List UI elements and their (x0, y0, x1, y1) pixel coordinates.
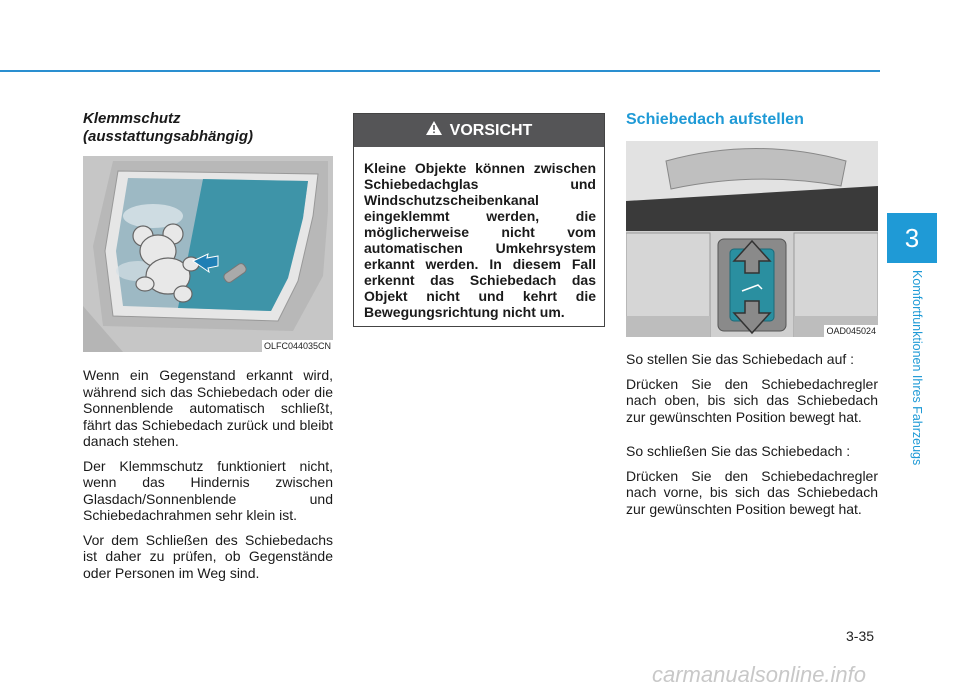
figure-code-left: OLFC044035CN (263, 341, 331, 351)
caution-label: VORSICHT (449, 121, 533, 139)
chapter-number-tab: 3 (887, 213, 937, 263)
section-heading-schiebedach: Schiebedach aufstellen (626, 111, 804, 128)
right-column (626, 111, 878, 525)
warning-triangle-icon (426, 121, 442, 140)
left-paragraph-2: Der Klemmschutz funktioniert nicht, wenn das Hindernis zwischen Glasdach/Sonnenblende und Schiebedachrahmen sehr klein ist. (83, 457, 333, 523)
left-column (83, 110, 333, 589)
sunroof-switch-drawing (626, 141, 878, 337)
figure-code-right: OAD045024 (826, 326, 876, 336)
right-paragraph-2: Drücken Sie den Schiebedachregler nach oben, bis sich das Schiebedach zur gewünschten Position bewegt hat. (626, 375, 878, 425)
section-heading-klemmschutz: Klemmschutz (ausstattungsabhängig) (83, 110, 254, 145)
left-paragraph-1: Wenn ein Gegenstand erkannt wird, während sich das Schiebedach oder die Sonnenblende automatisch schließt, fährt das Schiebedach zurück und bleibt danach stehen. (83, 367, 333, 449)
right-paragraph-3: So schließen Sie das Schiebedach : (626, 443, 851, 459)
watermark: carmanualsonline.info (652, 662, 867, 687)
sunroof-switch-illustration (626, 141, 878, 337)
page-number: 3-35 (846, 628, 875, 644)
top-rule (0, 70, 880, 72)
sunroof-anti-pinch-illustration (83, 156, 333, 352)
right-paragraph-4: Drücken Sie den Schiebedachregler nach vorne, bis sich das Schiebedach zur gewünschten Position bewegt hat. (626, 467, 878, 517)
right-paragraph-1: So stellen Sie das Schiebedach auf : (626, 351, 855, 367)
chapter-title: Komfortfunktionen Ihres Fahrzeugs (910, 270, 924, 466)
sunroof-drawing (83, 156, 333, 352)
caution-header (354, 114, 604, 147)
caution-text: Kleine Objekte können zwischen Schiebedachglas und Windschutzscheibenkanal eingeklemmt werden, die möglicherweise nicht vom automatischen Umkehrsystem erkannt werden. In diesem Fall erkennt das Schiebedach das Objekt nicht und kehrt die Bewegungsrichtung nicht um. (364, 160, 596, 320)
left-paragraph-3: Vor dem Schließen des Schiebedachs ist daher zu prüfen, ob Gegenstände oder Personen im Weg sind. (83, 531, 333, 581)
caution-box (353, 113, 605, 327)
